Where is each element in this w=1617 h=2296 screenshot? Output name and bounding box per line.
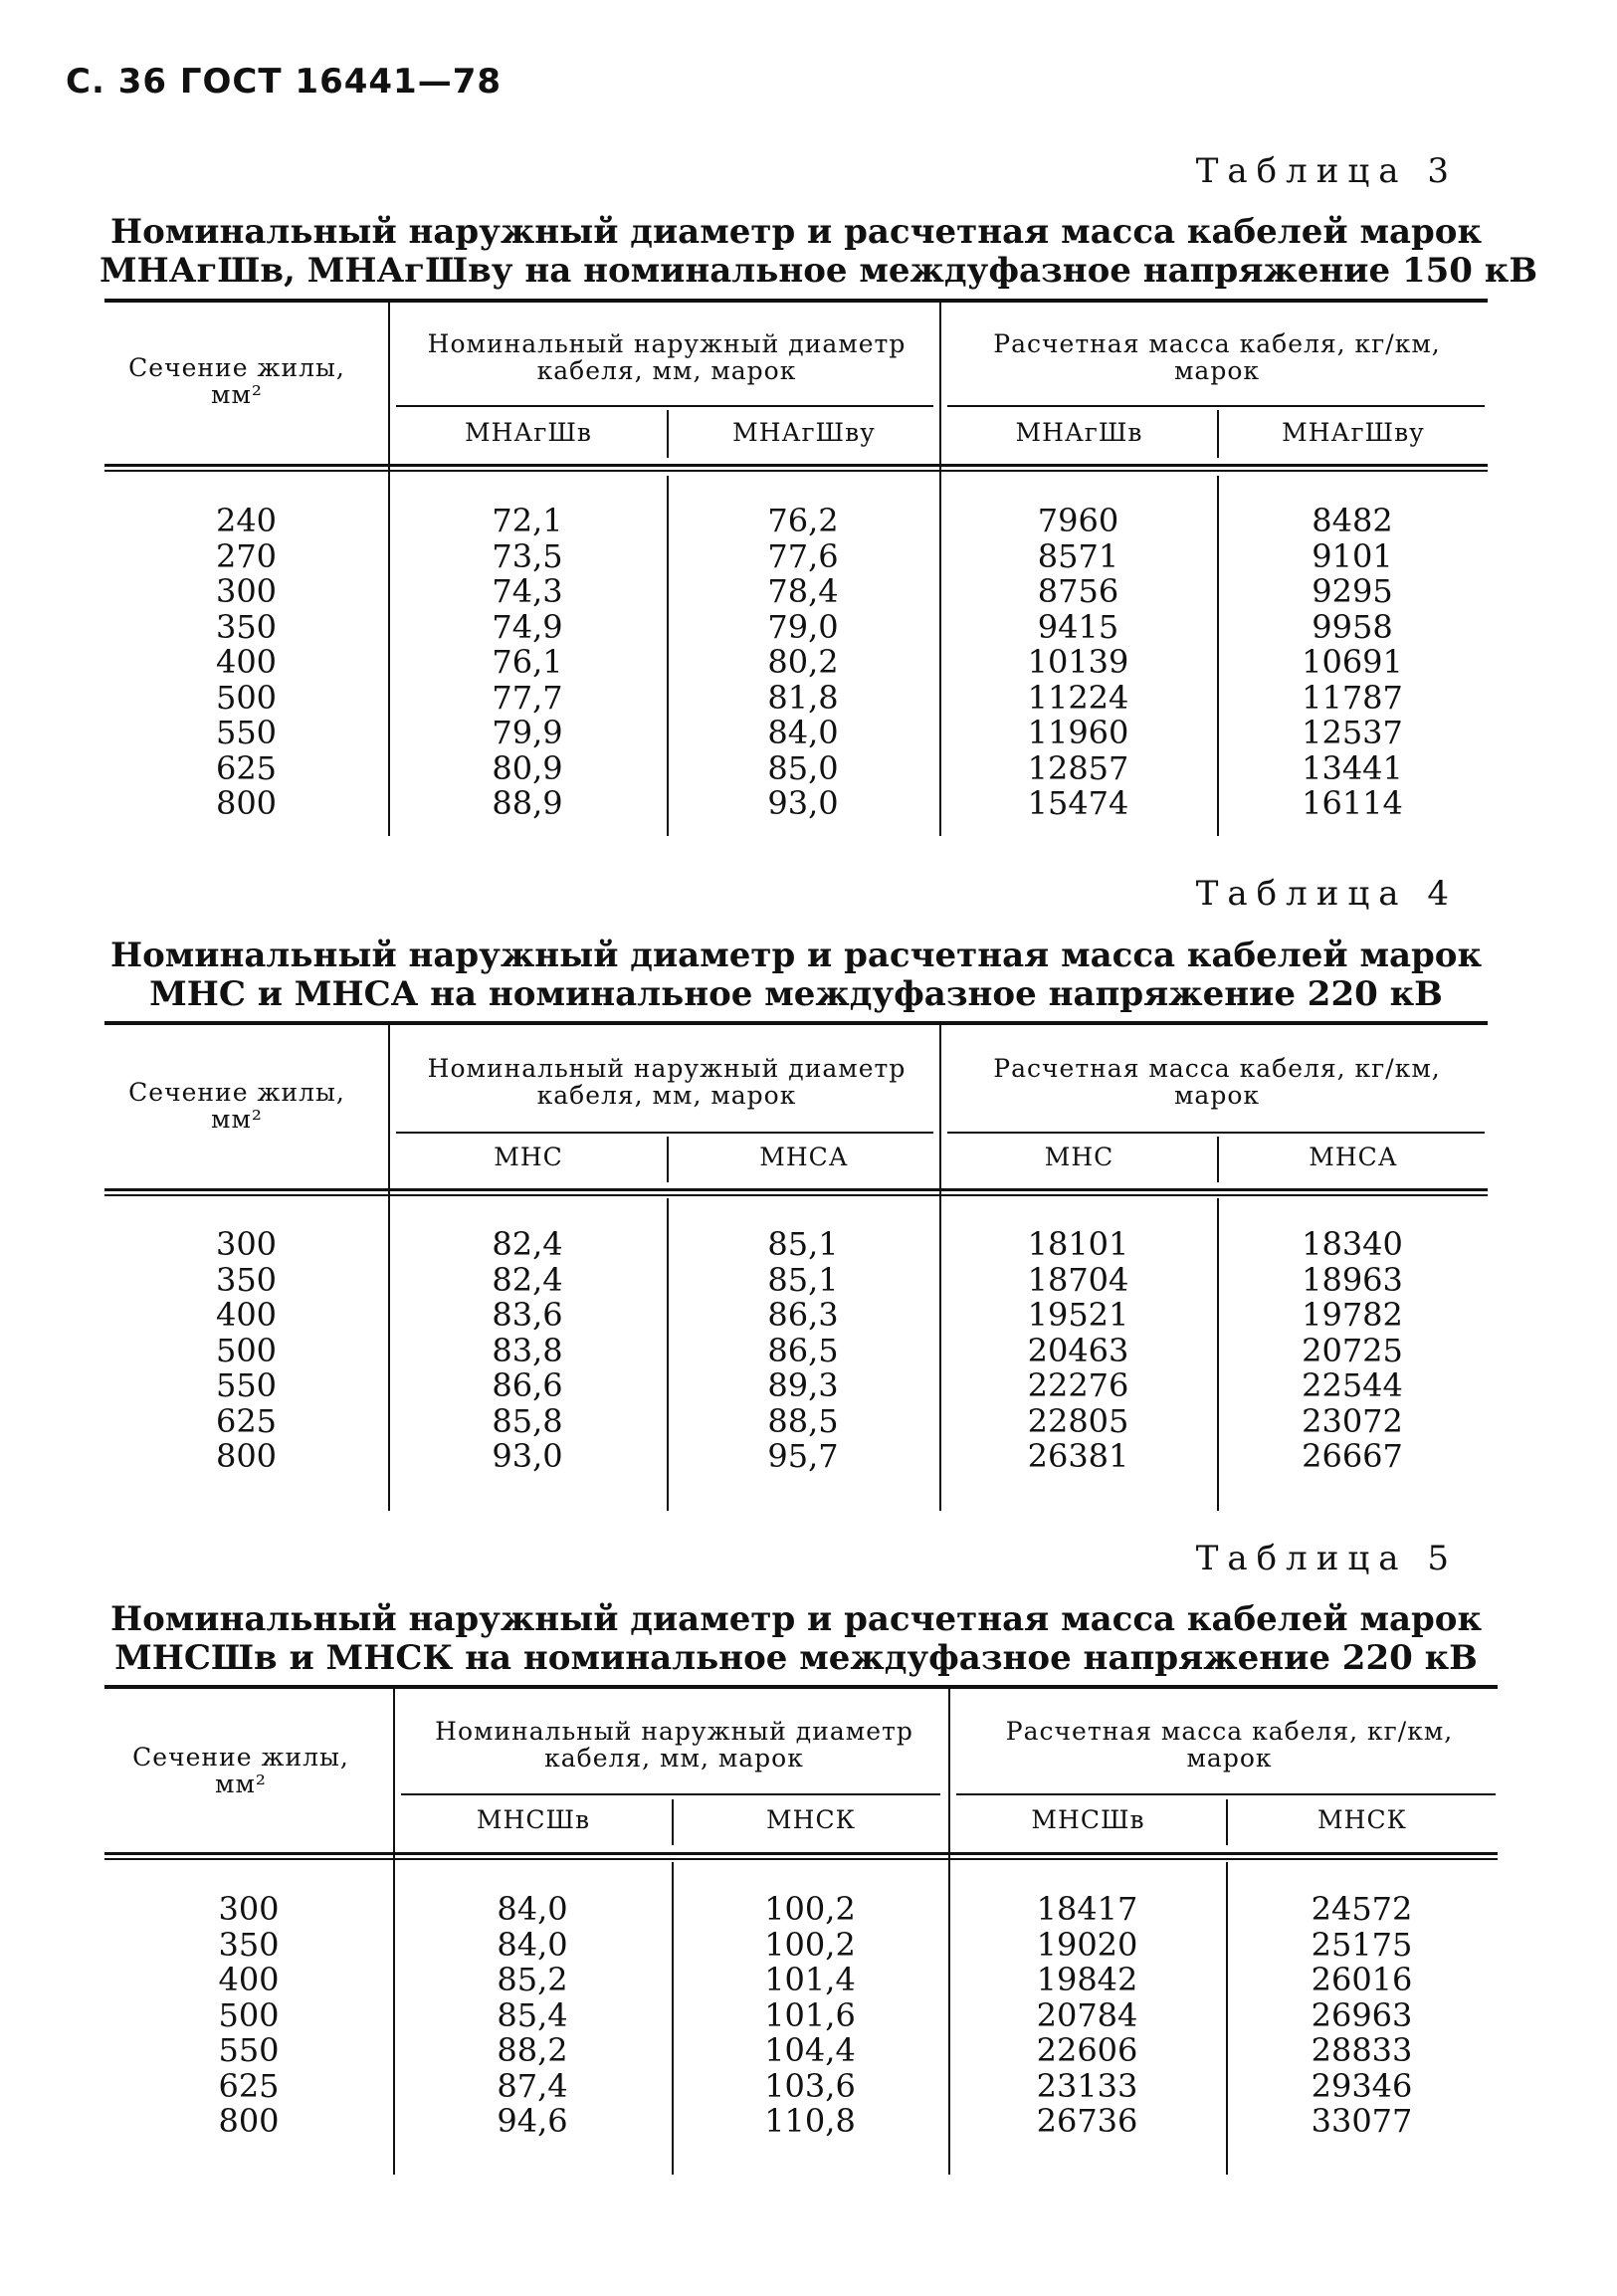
table-cell: 79,0	[767, 607, 839, 646]
table-cell: 19782	[1302, 1296, 1403, 1334]
table-cell: 350	[215, 1260, 278, 1299]
table-title-line-1: Номинальный наружный диаметр и расчетная масса кабелей марок	[109, 936, 1483, 975]
table-cell: 74,9	[492, 607, 563, 646]
table-cell: 18704	[1027, 1260, 1129, 1299]
brand-subheader: МНАгШву	[732, 418, 876, 447]
table-row	[104, 1928, 1498, 1964]
table-row	[104, 539, 1488, 575]
table-cell: 87,4	[497, 2066, 568, 2105]
table-cell: 550	[215, 1366, 278, 1404]
table-cell: 9958	[1312, 607, 1393, 646]
table-cell: 18963	[1302, 1260, 1403, 1299]
table-cell: 89,3	[767, 1366, 839, 1404]
table-cell: 85,1	[767, 1260, 839, 1299]
table-cell: 103,6	[764, 2066, 856, 2105]
table-cell: 88,2	[497, 2031, 568, 2069]
table-row	[104, 610, 1488, 646]
table-row	[104, 1263, 1488, 1299]
table-cell: 500	[215, 678, 278, 717]
table-cell: 86,3	[767, 1296, 839, 1334]
table-cell: 16114	[1302, 784, 1403, 822]
table-cell: 9101	[1312, 536, 1393, 575]
table-cell: 8482	[1312, 502, 1393, 539]
table-title-line-2: МНАгШв, МНАгШву на номинальное междуфазное напряжение 150 кВ	[100, 251, 1538, 291]
header-rule	[947, 405, 1485, 407]
table-row	[104, 2069, 1498, 2105]
table-cell: 72,1	[492, 502, 563, 539]
table-title	[100, 212, 1538, 291]
brand-subheader: МНСА	[759, 1143, 849, 1171]
brand-subheader: МНАгШв	[464, 418, 593, 447]
brand-subheader: МНСК	[766, 1805, 856, 1834]
table-cell: 22544	[1302, 1366, 1403, 1404]
table-cell: 9295	[1312, 572, 1393, 610]
table-cell: 95,7	[767, 1437, 839, 1475]
col-header-diameter: Номинальный наружный диаметр кабеля, мм, марок	[435, 1717, 913, 1773]
table-cell: 85,2	[497, 1961, 568, 1998]
table-cell: 11787	[1302, 678, 1403, 717]
table-cell: 8571	[1037, 536, 1119, 575]
table-cell: 800	[218, 2102, 280, 2140]
header-bottom-rule	[104, 464, 1488, 472]
table-cell: 18101	[1027, 1225, 1129, 1263]
table-cell: 26963	[1311, 1995, 1413, 2034]
table-row	[104, 786, 1488, 822]
data-table-body	[104, 1892, 1498, 2140]
table-cell: 74,3	[492, 572, 563, 610]
table-cell: 86,6	[492, 1366, 563, 1404]
table-row	[104, 751, 1488, 787]
table-cell: 23072	[1302, 1401, 1403, 1440]
brand-subheader: МНСШв	[1031, 1805, 1145, 1834]
table-cell: 82,4	[492, 1225, 563, 1263]
table-title-line-2: МНС и МНСА на номинальное междуфазное напряжение 220 кВ	[149, 974, 1443, 1014]
table-cell: 12537	[1302, 714, 1403, 751]
data-table-body	[104, 1227, 1488, 1475]
table-cell: 11960	[1027, 714, 1129, 751]
table-cell: 10139	[1027, 643, 1129, 681]
table-cell: 800	[215, 1437, 278, 1475]
table-cell: 84,0	[497, 1925, 568, 1964]
table-cell: 500	[215, 1331, 278, 1369]
table-cell: 93,0	[492, 1437, 563, 1475]
table-label: Таблица 5	[1195, 1539, 1458, 1578]
table-row	[104, 681, 1488, 717]
table-cell: 550	[218, 2031, 280, 2069]
table-title	[100, 937, 1493, 1014]
table-cell: 625	[215, 1401, 278, 1440]
table-cell: 9415	[1037, 607, 1119, 646]
table-cell: 25175	[1311, 1925, 1413, 1964]
table-cell: 20463	[1027, 1331, 1129, 1369]
header-bottom-rule	[104, 1852, 1498, 1860]
table-cell: 270	[215, 536, 278, 575]
table-row	[104, 716, 1488, 751]
table-row	[104, 645, 1488, 681]
table-cell: 15474	[1027, 784, 1129, 822]
table-row	[104, 2104, 1498, 2140]
table-cell: 18417	[1036, 1890, 1138, 1928]
table-cell: 82,4	[492, 1260, 563, 1299]
table-row	[104, 1227, 1488, 1263]
table-title-line-1: Номинальный наружный диаметр и расчетная масса кабелей марок	[109, 1599, 1483, 1639]
table-cell: 22276	[1027, 1366, 1129, 1404]
table-title-line-2: МНСШв и МНСК на номинальное междуфазное напряжение 220 кВ	[114, 1638, 1478, 1678]
table-cell: 88,9	[492, 784, 563, 822]
table-row	[104, 1404, 1488, 1440]
table-row	[104, 1368, 1488, 1404]
table-cell: 12857	[1027, 748, 1129, 787]
table-cell: 28833	[1311, 2031, 1413, 2069]
table-row	[104, 1963, 1498, 1998]
table-cell: 94,6	[497, 2102, 568, 2140]
table-cell: 101,6	[764, 1995, 856, 2034]
table-cell: 18340	[1302, 1225, 1403, 1263]
brand-subheader: МНС	[494, 1143, 563, 1171]
table-cell: 110,8	[764, 2102, 856, 2140]
table-cell: 23133	[1036, 2066, 1138, 2105]
table-cell: 400	[215, 643, 278, 681]
table-cell: 29346	[1311, 2066, 1413, 2105]
table-cell: 83,8	[492, 1331, 563, 1369]
table-label: Таблица 3	[1195, 151, 1458, 191]
table-cell: 350	[215, 607, 278, 646]
table-cell: 8756	[1037, 572, 1119, 610]
table-row	[104, 1892, 1498, 1928]
table-cell: 10691	[1302, 643, 1403, 681]
table-cell: 33077	[1311, 2102, 1413, 2140]
col-header-section: Сечение жилы, мм²	[132, 1743, 349, 1798]
table-cell: 26667	[1302, 1437, 1403, 1475]
table-cell: 93,0	[767, 784, 839, 822]
table-row	[104, 2033, 1498, 2069]
brand-subheader: МНАгШву	[1282, 418, 1425, 447]
col-header-mass: Расчетная масса кабеля, кг/км, марок	[993, 329, 1441, 385]
col-header-section: Сечение жилы, мм²	[128, 353, 345, 409]
col-header-section: Сечение жилы, мм²	[128, 1078, 345, 1134]
table-cell: 19842	[1036, 1961, 1138, 1998]
table-cell: 19020	[1036, 1925, 1138, 1964]
table-cell: 77,7	[492, 678, 563, 717]
table-cell: 26016	[1311, 1961, 1413, 1998]
table-cell: 85,8	[492, 1401, 563, 1440]
table-top-rule	[104, 1021, 1488, 1025]
table-cell: 76,2	[767, 502, 839, 539]
table-cell: 500	[218, 1995, 280, 2034]
col-header-diameter: Номинальный наружный диаметр кабеля, мм, марок	[427, 329, 907, 385]
table-cell: 77,6	[767, 536, 839, 575]
brand-subheader: МНАгШв	[1015, 418, 1143, 447]
table-cell: 85,4	[497, 1995, 568, 2034]
table-row	[104, 1298, 1488, 1334]
table-row	[104, 504, 1488, 539]
table-row	[104, 1998, 1498, 2034]
table-cell: 24572	[1311, 1890, 1413, 1928]
brand-subheader: МНСК	[1317, 1805, 1407, 1834]
table-cell: 625	[218, 2066, 280, 2105]
table-cell: 73,5	[492, 536, 563, 575]
table-row	[104, 1334, 1488, 1369]
table-cell: 76,1	[492, 643, 563, 681]
header-bottom-rule	[104, 1188, 1488, 1196]
table-cell: 78,4	[767, 572, 839, 610]
col-header-diameter: Номинальный наружный диаметр кабеля, мм, марок	[427, 1054, 907, 1110]
table-cell: 800	[215, 784, 278, 822]
table-cell: 22606	[1036, 2031, 1138, 2069]
table-cell: 300	[215, 572, 278, 610]
table-cell: 19521	[1027, 1296, 1129, 1334]
table-title-line-1: Номинальный наружный диаметр и расчетная масса кабелей марок	[109, 212, 1483, 252]
table-cell: 400	[218, 1961, 280, 1998]
table-cell: 80,9	[492, 748, 563, 787]
table-cell: 85,0	[767, 748, 839, 787]
table-top-rule	[104, 1685, 1498, 1689]
table-cell: 400	[215, 1296, 278, 1334]
table-row	[104, 1439, 1488, 1475]
brand-subheader: МНСА	[1309, 1143, 1398, 1171]
table-cell: 84,0	[497, 1890, 568, 1928]
table-cell: 350	[218, 1925, 280, 1964]
table-cell: 100,2	[764, 1925, 856, 1964]
table-cell: 550	[215, 714, 278, 751]
table-cell: 81,8	[767, 678, 839, 717]
table-cell: 88,5	[767, 1401, 839, 1440]
table-cell: 100,2	[764, 1890, 856, 1928]
table-cell: 625	[215, 748, 278, 787]
header-rule	[396, 405, 933, 407]
header-rule	[396, 1132, 933, 1134]
table-cell: 20784	[1036, 1995, 1138, 2034]
header-rule	[947, 1132, 1485, 1134]
col-header-mass: Расчетная масса кабеля, кг/км, марок	[1005, 1717, 1454, 1773]
table-cell: 300	[215, 1225, 278, 1263]
table-cell: 80,2	[767, 643, 839, 681]
table-cell: 84,0	[767, 714, 839, 751]
table-title	[100, 1600, 1493, 1678]
header-rule	[956, 1793, 1496, 1795]
table-cell: 300	[218, 1890, 280, 1928]
table-cell: 13441	[1302, 748, 1403, 787]
page-running-head: С. 36 ГОСТ 16441—78	[66, 62, 503, 102]
table-cell: 11224	[1027, 678, 1129, 717]
table-cell: 83,6	[492, 1296, 563, 1334]
table-cell: 240	[215, 502, 278, 539]
brand-subheader: МНСШв	[476, 1805, 591, 1834]
table-cell: 85,1	[767, 1225, 839, 1263]
table-row	[104, 574, 1488, 610]
brand-subheader: МНС	[1044, 1143, 1114, 1171]
col-header-mass: Расчетная масса кабеля, кг/км, марок	[993, 1054, 1441, 1110]
table-cell: 7960	[1037, 502, 1119, 539]
table-label: Таблица 4	[1195, 874, 1458, 914]
table-cell: 104,4	[764, 2031, 856, 2069]
table-cell: 26381	[1027, 1437, 1129, 1475]
table-cell: 26736	[1036, 2102, 1138, 2140]
data-table-body	[104, 504, 1488, 822]
table-cell: 79,9	[492, 714, 563, 751]
header-rule	[401, 1793, 940, 1795]
table-cell: 20725	[1302, 1331, 1403, 1369]
table-cell: 22805	[1027, 1401, 1129, 1440]
table-cell: 101,4	[764, 1961, 856, 1998]
table-cell: 86,5	[767, 1331, 839, 1369]
table-top-rule	[104, 299, 1488, 303]
